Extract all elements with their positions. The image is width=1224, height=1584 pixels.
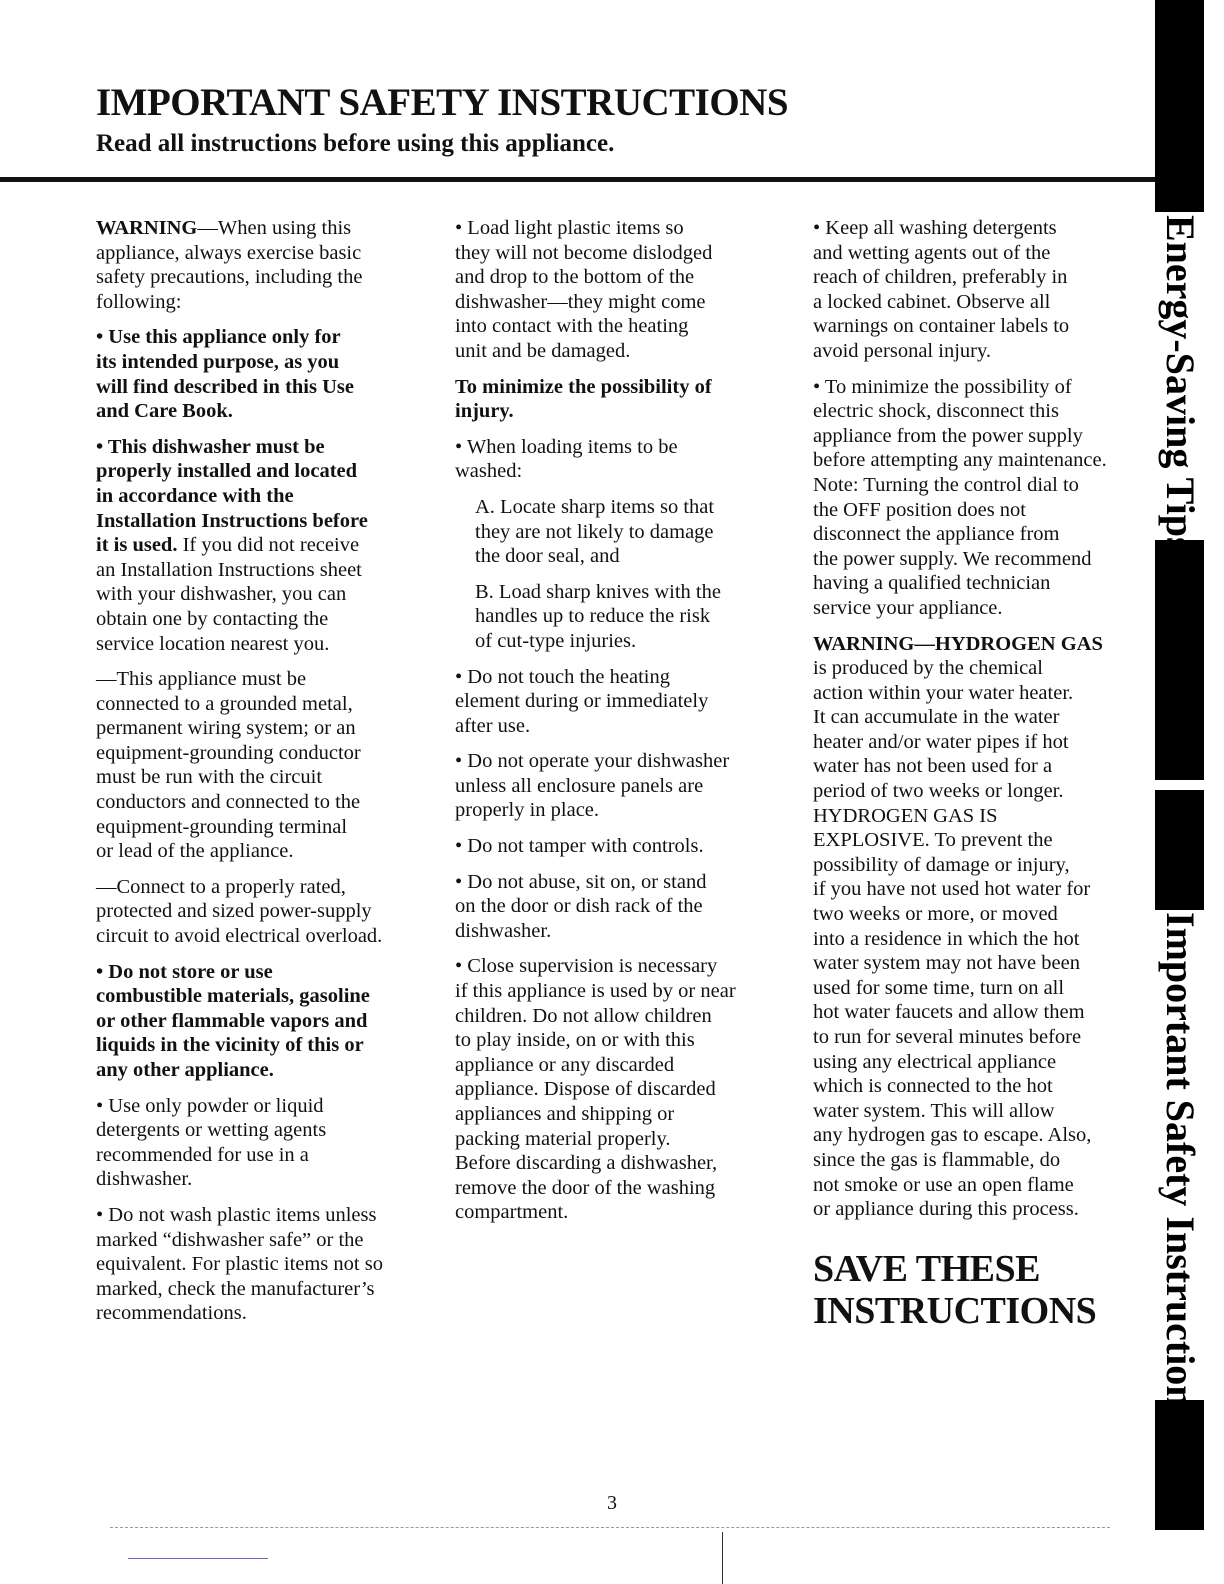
text-line: reach of children, preferably in (813, 266, 1068, 289)
text-line: disconnect the appliance from (813, 523, 1060, 546)
text-line: A. Locate sharp items so that (475, 495, 715, 518)
text-line: element during or immediately (455, 690, 709, 713)
text-line: • Close supervision is necessary (455, 955, 718, 978)
text-line: it is used. (96, 534, 178, 557)
text-line: —Connect to a properly rated, (96, 875, 346, 898)
warning-rest: —When using this (197, 217, 352, 239)
text-line: following: (96, 290, 182, 313)
text-line: to run for several minutes before (813, 1026, 1082, 1048)
warning-lead: WARNING (96, 217, 198, 239)
paragraph (96, 875, 426, 949)
save-line-2: INSTRUCTIONS (813, 1290, 1097, 1332)
text-line: protected and sized power-supply (96, 900, 372, 923)
text-line: after use. (455, 714, 531, 737)
text-line (96, 216, 426, 241)
text-line: • Do not tamper with controls. (455, 835, 704, 858)
text-line: appliance. Dispose of discarded (455, 1078, 716, 1101)
text-line: heater and/or water pipes if hot (813, 730, 1069, 753)
text-line: compartment. (455, 1201, 569, 1224)
text-line: a locked cabinet. Observe all (813, 290, 1051, 313)
text-line: will find described in this Use (96, 375, 354, 398)
text-line: in accordance with the (96, 484, 294, 507)
text-line: safety precautions, including the (96, 266, 363, 289)
text-line: not smoke or use an open flame (813, 1173, 1074, 1196)
text-line: or other flammable vapors and (96, 1009, 368, 1032)
text-line: appliance or any discarded (455, 1053, 675, 1076)
text-line: action within your water heater. (813, 681, 1074, 704)
text-line: water system may not have been (813, 952, 1080, 975)
text-line: Note: Turning the control dial to (813, 473, 1079, 496)
paragraph (455, 375, 785, 424)
text-line: washed: (455, 460, 523, 483)
text-line: dishwasher. (96, 1168, 193, 1191)
text-line: • To minimize the possibility of (813, 375, 1072, 398)
footer-rule (110, 1527, 1110, 1529)
text-line: equivalent. For plastic items not so (96, 1253, 383, 1276)
text-line: period of two weeks or longer. (813, 780, 1064, 803)
paragraph (455, 580, 785, 654)
text-line: into contact with the heating (455, 315, 689, 338)
text-line: • Do not operate your dishwasher (455, 750, 730, 773)
text-line: handles up to reduce the risk (475, 605, 711, 628)
text-line: appliance, always exercise basic (96, 241, 362, 264)
text-line: is produced by the chemical (813, 657, 1043, 680)
text-line: properly in place. (455, 799, 600, 822)
edge-bar-top (1155, 0, 1204, 212)
text-line: two weeks or more, or moved (813, 903, 1058, 926)
text-line: • Keep all washing detergents (813, 217, 1057, 239)
paragraph (813, 216, 1143, 364)
text-line: its intended purpose, as you (96, 350, 340, 373)
text-line: packing material properly. (455, 1127, 671, 1150)
text-line: hot water faucets and allow them (813, 1001, 1085, 1024)
text-line: • When loading items to be (455, 435, 678, 458)
paragraph (96, 667, 426, 864)
text-line: avoid personal injury. (813, 339, 992, 362)
text-line: any hydrogen gas to escape. Also, (813, 1124, 1092, 1147)
text-line: injury. (455, 400, 514, 423)
text-line: they are not likely to damage (475, 520, 714, 543)
paragraph (455, 749, 785, 823)
text-line: having a qualified technician (813, 572, 1051, 595)
text-line: dishwasher—they might come (455, 290, 706, 313)
text-line: possibility of damage or injury, (813, 853, 1070, 876)
text-line: • Use only powder or liquid (96, 1094, 324, 1117)
text-line: unit and be damaged. (455, 339, 631, 362)
text-line: obtain one by contacting the (96, 607, 329, 630)
text-line: • Load light plastic items so (455, 217, 684, 239)
text-line: detergents or wetting agents (96, 1119, 327, 1142)
text-line: to play inside, on or with this (455, 1029, 695, 1052)
paragraph (455, 834, 785, 859)
page-number: 3 (607, 1492, 617, 1514)
text-line: • This dishwasher must be (96, 435, 325, 458)
text-line: If you did not receive (177, 534, 360, 557)
text-line: the door seal, and (475, 545, 620, 568)
column-3 (813, 216, 1143, 1233)
edge-label-energy-saving-tips[interactable]: Energy-Saving Tips (1158, 215, 1203, 553)
paragraph (96, 960, 426, 1083)
text-line: appliances and shipping or (455, 1103, 675, 1125)
paragraph (96, 1094, 426, 1192)
text-line: recommendations. (96, 1302, 247, 1325)
column-2 (455, 216, 785, 1236)
text-line: water system. This will allow (813, 1099, 1055, 1122)
page-subtitle: Read all instructions before using this appliance. (96, 130, 615, 157)
text-line: or lead of the appliance. (96, 840, 294, 863)
text-line: • Use this appliance only for (96, 326, 341, 349)
text-line: service location nearest you. (96, 632, 330, 655)
paragraph (455, 870, 785, 944)
text-line: permanent wiring system; or an (96, 717, 356, 740)
text-line: Installation Instructions before (96, 509, 368, 532)
text-line: if you have not used hot water for (813, 878, 1091, 901)
text-line: conductors and connected to the (96, 791, 361, 814)
text-line: WARNING—HYDROGEN GAS (813, 632, 1103, 655)
text-line: marked, check the manufacturer’s (96, 1277, 375, 1300)
text-line: HYDROGEN GAS IS (813, 804, 998, 827)
text-line: appliance from the power supply (813, 424, 1083, 447)
paragraph (813, 375, 1143, 621)
text-line: circuit to avoid electrical overload. (96, 925, 383, 948)
text-line: properly installed and located (96, 460, 358, 483)
text-line: combustible materials, gasoline (96, 985, 370, 1008)
text-line: B. Load sharp knives with the (475, 580, 721, 603)
text-line: on the door or dish rack of the (455, 895, 703, 918)
paragraph (96, 1203, 426, 1326)
text-line: recommended for use in a (96, 1143, 309, 1166)
text-line: the OFF position does not (813, 498, 1026, 521)
paragraph (455, 954, 785, 1225)
paragraph (455, 495, 785, 569)
text-line: with your dishwasher, you can (96, 583, 347, 606)
footer-underline (128, 1558, 268, 1559)
column-1 (96, 216, 426, 1337)
text-line: • Do not store or use (96, 960, 273, 983)
paragraph (96, 435, 426, 656)
text-line: To minimize the possibility of (455, 375, 712, 398)
paragraph (96, 325, 426, 423)
text-line: which is connected to the hot (813, 1075, 1053, 1098)
edge-bar-low (1155, 790, 1204, 910)
text-line: they will not become dislodged (455, 241, 713, 264)
footer-tick (722, 1532, 723, 1584)
page-title: IMPORTANT SAFETY INSTRUCTIONS (96, 81, 789, 124)
text-line: or appliance during this process. (813, 1198, 1079, 1221)
text-line: remove the door of the washing (455, 1176, 716, 1199)
text-line: marked “dishwasher safe” or the (96, 1228, 364, 1251)
text-line: liquids in the vicinity of this or (96, 1034, 364, 1057)
text-line: using any electrical appliance (813, 1050, 1057, 1073)
text-line: an Installation Instructions sheet (96, 558, 362, 581)
text-line: of cut-type injuries. (475, 629, 637, 652)
save-line-1: SAVE THESE (813, 1248, 1041, 1290)
edge-bar-mid (1155, 540, 1204, 780)
text-line: used for some time, turn on all (813, 976, 1065, 999)
text-line: children. Do not allow children (455, 1004, 712, 1027)
save-instructions-heading (813, 1248, 1096, 1332)
text-line: equipment-grounding conductor (96, 741, 361, 764)
text-line: —This appliance must be (96, 668, 307, 691)
text-line: and wetting agents out of the (813, 241, 1051, 264)
paragraph (96, 216, 426, 314)
text-line: dishwasher. (455, 919, 552, 942)
text-line: It can accumulate in the water (813, 706, 1060, 729)
text-line: and Care Book. (96, 400, 233, 423)
edge-label-important-safety-instructions[interactable]: Important Safety Instructions (1158, 912, 1203, 1424)
text-line: warnings on container labels to (813, 315, 1070, 338)
text-line: equipment-grounding terminal (96, 815, 348, 838)
text-line: before attempting any maintenance. (813, 449, 1107, 472)
paragraph (455, 216, 785, 364)
header-rule (0, 177, 1155, 182)
text-line: and drop to the bottom of the (455, 266, 695, 289)
text-line: the power supply. We recommend (813, 547, 1092, 570)
text-line: water has not been used for a (813, 755, 1053, 778)
text-line: since the gas is flammable, do (813, 1148, 1061, 1171)
text-line: if this appliance is used by or near (455, 980, 736, 1003)
text-line: EXPLOSIVE. To prevent the (813, 829, 1053, 852)
text-line: must be run with the circuit (96, 766, 323, 789)
text-line: unless all enclosure panels are (455, 774, 704, 797)
paragraph (813, 632, 1143, 1222)
text-line: service your appliance. (813, 596, 1003, 619)
paragraph (455, 665, 785, 739)
paragraph (455, 435, 785, 484)
text-line: connected to a grounded metal, (96, 692, 353, 715)
text-line: • Do not abuse, sit on, or stand (455, 870, 707, 893)
text-line: into a residence in which the hot (813, 927, 1080, 950)
text-line: • Do not wash plastic items unless (96, 1203, 377, 1226)
text-line: • Do not touch the heating (455, 665, 670, 688)
text-line: Before discarding a dishwasher, (455, 1152, 718, 1175)
text-line: electric shock, disconnect this (813, 400, 1059, 423)
text-line: any other appliance. (96, 1059, 274, 1081)
